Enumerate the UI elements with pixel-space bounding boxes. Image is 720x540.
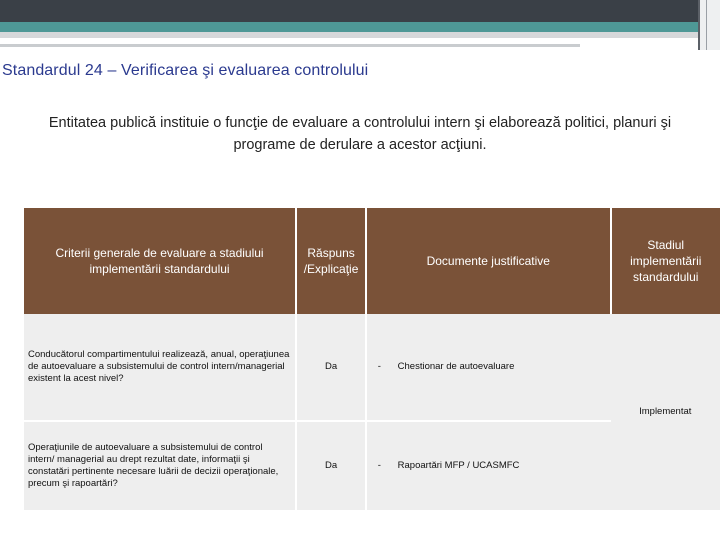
- intro-paragraph: Entitatea publică instituie o funcţie de evaluare a controlului intern şi elaborează politici, planuri şi programe de derulare a acestor acţiuni.: [48, 115, 672, 153]
- dash-cell: -: [366, 421, 392, 510]
- criteria-cell: Conducătorul compartimentului realizează, anual, operaţiunea de autoevaluare a subsistemului de control intern/managerial existent la acest nivel?: [24, 314, 296, 421]
- table-row: [24, 314, 720, 421]
- header-criteria: Criterii generale de evaluare a stadiului implementării standardului: [24, 208, 296, 314]
- document-cell: Chestionar de autoevaluare: [392, 314, 611, 421]
- corner-decoration: [698, 0, 720, 50]
- status-cell: Implementat: [611, 314, 720, 510]
- top-decoration-teal: [0, 22, 720, 32]
- top-decoration-stripe: [0, 32, 720, 38]
- slide-title: Standardul 24 – Verificarea şi evaluarea controlului: [2, 62, 369, 79]
- dash-cell: -: [366, 314, 392, 421]
- answer-cell: Da: [296, 421, 366, 510]
- standard-evaluation-table: [24, 208, 720, 510]
- header-answer: Răspuns /Explicaţie: [296, 208, 366, 314]
- header-status: Stadiul implementării standardului: [611, 208, 720, 314]
- title-underline-decoration: [0, 44, 580, 47]
- criteria-cell: Operaţiunile de autoevaluare a subsistemului de control intern/ managerial au drept rezultat date, informaţii şi constatări pertinente necesare luării de decizii operaţionale, precum şi rapoartări?: [24, 421, 296, 510]
- answer-cell: Da: [296, 314, 366, 421]
- document-cell: Rapoartări MFP / UCASMFC: [392, 421, 611, 510]
- table-header-row: [24, 208, 720, 314]
- top-decoration-dark: [0, 0, 720, 22]
- header-documents: Documente justificative: [366, 208, 610, 314]
